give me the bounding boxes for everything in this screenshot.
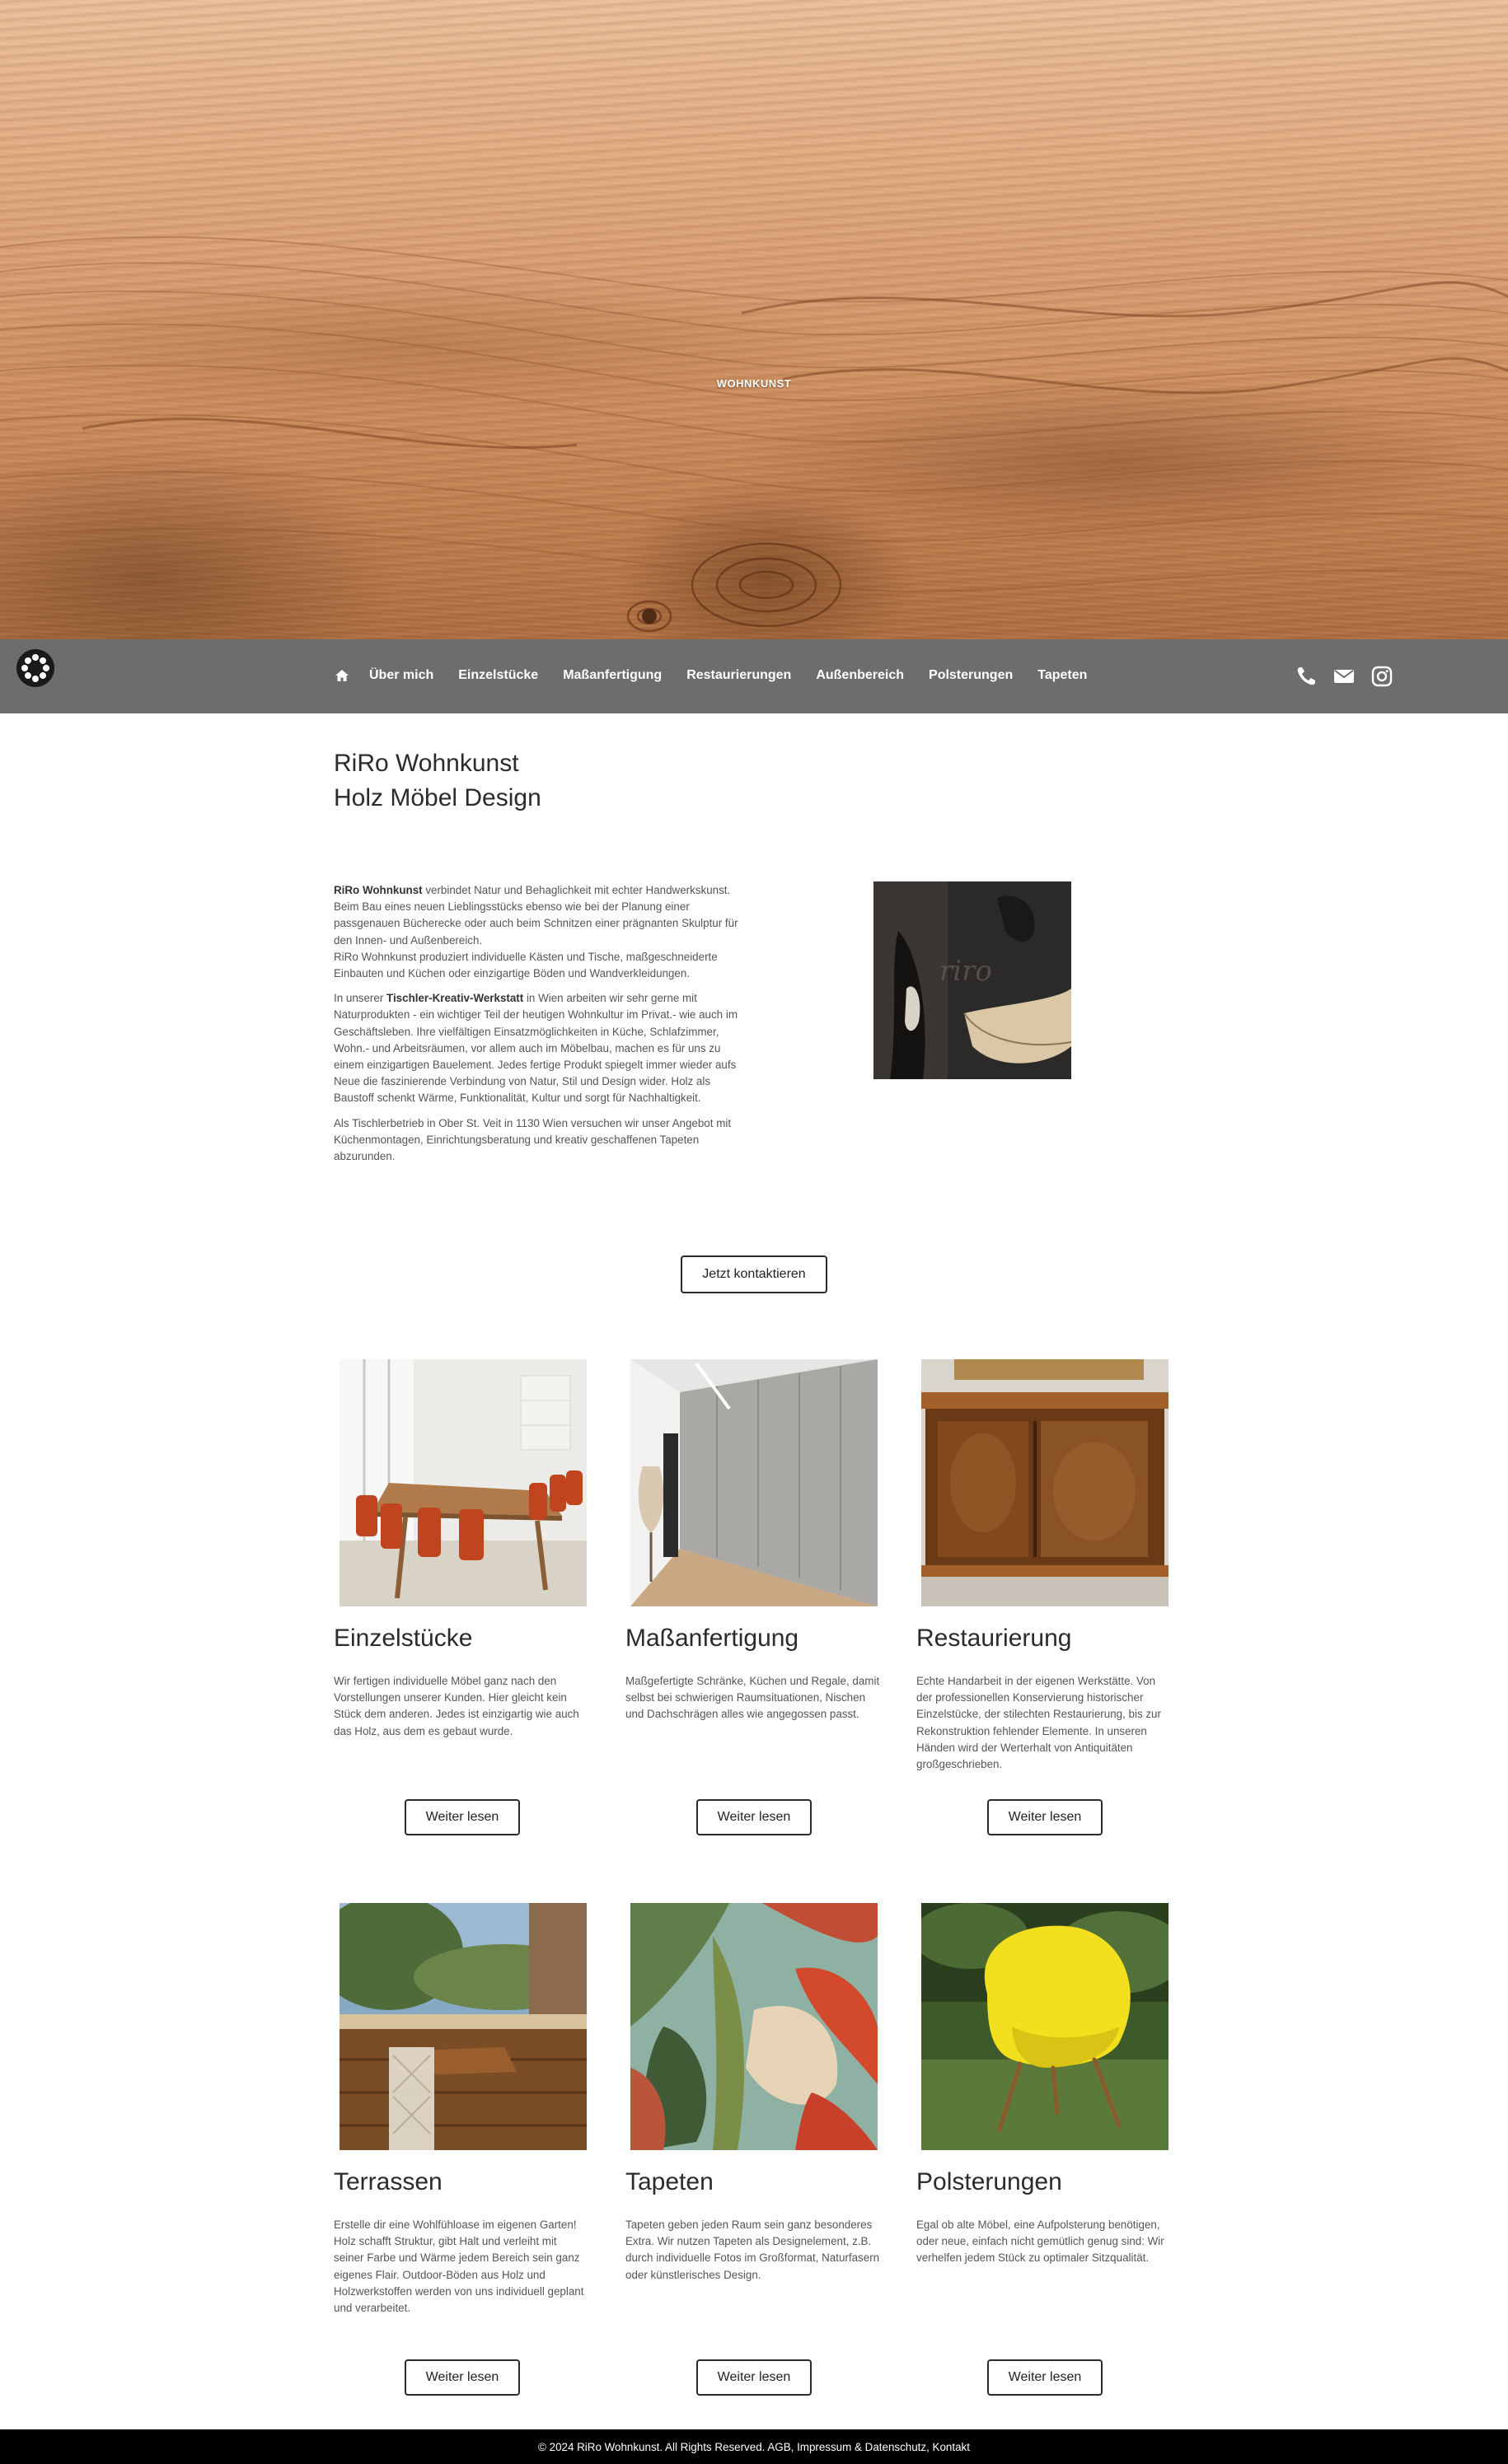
footer-text[interactable]: © 2024 RiRo Wohnkunst. All Rights Reserved. AGB, Impressum & Datenschutz, Kontakt <box>538 2440 970 2453</box>
main-navbar <box>0 639 1508 713</box>
intro-p2-start: In unserer <box>334 992 387 1005</box>
card-text-restaurierung: Echte Handarbeit in der eigenen Werkstätte. Von der professionellen Konservierung historischer Einzelstücke, der stilechten Restaurierung, bis zur Rekonstruktion fehlender Elemente. In unseren Händen wird der Werterhalt von Antiquitäten großgeschrieben. <box>916 1675 1161 1771</box>
nav-item-ueber-mich[interactable]: Über mich <box>369 668 434 682</box>
read-more-button-polsterungen[interactable]: Weiter lesen <box>987 2359 1103 2396</box>
card-title-terrassen: Terrassen <box>334 2168 443 2195</box>
svg-text:riro: riro <box>939 955 992 988</box>
card-text-polsterungen: Egal ob alte Möbel, eine Aufpolsterung benötigen, oder neue, einfach nicht gemütlich genug sind: Wir verhelfen jedem Stück zu optimaler Sitzqualität. <box>916 2219 1164 2265</box>
home-icon[interactable] <box>333 666 351 685</box>
mail-icon[interactable] <box>1332 664 1356 689</box>
intro-p2-text: in Wien arbeiten wir sehr gerne mit Naturprodukten - ein wichtiger Teil der heutigen Wohnkultur im Privat.- wie auch im Geschäftsleben. Ihre vielfältigen Einsatzmöglichkeiten in Küche, Schlafzimmer, Wohn.- und Arbeitsräumen, vor allem auch im Möbelbau, machen es für uns zu einem einzigartigen Bauelement. Jedes fertige Produkt spiegelt immer wieder aufs Neue die faszinierende Verbindung von Natur, Stil und Design wider. Holz als Baustoff schenkt Wärme, Funktionalität, Kultur und sorgt für Nachhaltigkeit. <box>334 992 738 1105</box>
wood-texture-image <box>0 0 1508 639</box>
nav-item-restaurierungen[interactable]: Restaurierungen <box>686 668 792 682</box>
card-image-polsterungen[interactable] <box>921 1903 1168 2150</box>
read-more-button-einzelstuecke[interactable]: Weiter lesen <box>405 1799 520 1835</box>
nav-item-einzelstuecke[interactable]: Einzelstücke <box>458 668 539 682</box>
intro-p1-text: verbindet Natur und Behaglichkeit mit echter Handwerkskunst. Beim Bau eines neuen Lieblingsstücks ebenso wie bei der Planung einer passgenauen Bücherecke oder auch beim Schnitzen einer prägnanten Skulptur für den Innen- und Außenbereich. <box>334 884 738 947</box>
headline-line-2: Holz Möbel Design <box>334 784 541 811</box>
page-headline <box>334 746 828 816</box>
card-text-einzelstuecke: Wir fertigen individuelle Möbel ganz nach den Vorstellungen unserer Kunden. Hier gleicht kein Stück dem anderen. Jedes ist einzigartig wie auch das Holz, aus dem es gebaut wurde. <box>334 1675 579 1737</box>
card-title-polsterungen: Polsterungen <box>916 2168 1062 2195</box>
hero-title: WOHNKUNST <box>716 377 792 390</box>
card-image-tapeten[interactable] <box>630 1903 878 2150</box>
card-text-terrassen: Erstelle dir eine Wohlfühloase im eigenen Garten! Holz schafft Struktur, gibt Halt und verleiht mit seiner Farbe und Wärme jedem Bereich sein ganz eigenes Flair. Outdoor-Böden aus Holz und Holzwerkstoffen werden von uns individuell geplant und verarbeitet. <box>334 2219 584 2315</box>
intro-paragraph-1 <box>334 882 746 982</box>
card-text-tapeten: Tapeten geben jeden Raum sein ganz besonderes Extra. Wir nutzen Tapeten als Designelement, z.B. durch individuelle Fotos im Großformat, Naturfasern oder künstlerisches Design. <box>625 2219 880 2281</box>
headline-line-1: RiRo Wohnkunst <box>334 750 519 777</box>
read-more-button-massanfertigung[interactable]: Weiter lesen <box>696 1799 812 1835</box>
intro-brand-bold: RiRo Wohnkunst <box>334 884 423 896</box>
card-image-massanfertigung[interactable] <box>630 1359 878 1606</box>
hero-banner <box>0 0 1508 639</box>
nav-item-polsterungen[interactable]: Polsterungen <box>929 668 1014 682</box>
card-image-restaurierung[interactable] <box>921 1359 1168 1606</box>
footer <box>0 2429 1508 2464</box>
card-title-restaurierung: Restaurierung <box>916 1625 1072 1652</box>
instagram-icon[interactable] <box>1370 664 1394 689</box>
card-title-einzelstuecke: Einzelstücke <box>334 1625 473 1652</box>
read-more-button-tapeten[interactable]: Weiter lesen <box>696 2359 812 2396</box>
intro-paragraph-2 <box>334 990 746 1106</box>
read-more-button-restaurierung[interactable]: Weiter lesen <box>987 1799 1103 1835</box>
read-more-button-terrassen[interactable]: Weiter lesen <box>405 2359 520 2396</box>
nav-item-aussenbereich[interactable]: Außenbereich <box>816 668 905 682</box>
intro-paragraph-3: Als Tischlerbetrieb in Ober St. Veit in 1130 Wien versuchen wir unser Angebot mit Küchenmontagen, Einrichtungsberatung und kreativ geschaffenen Tapeten abzurunden. <box>334 1116 732 1163</box>
intro-p1-second: RiRo Wohnkunst produziert individuelle Kästen und Tische, maßgeschneiderte Einbauten und Küchen oder einzigartige Böden und Wandverkleidungen. <box>334 950 718 980</box>
intro-workshop-bold: Tischler-Kreativ-Werkstatt <box>386 992 524 1005</box>
card-title-massanfertigung: Maßanfertigung <box>625 1625 799 1652</box>
contact-button[interactable]: Jetzt kontaktieren <box>681 1255 827 1293</box>
contact-icons <box>1294 662 1407 690</box>
intro-text <box>334 882 746 1173</box>
card-text-massanfertigung: Maßgefertigte Schränke, Küchen und Regale, damit selbst bei schwierigen Raumsituationen, Nischen und Dachschrägen alles wie angegossen passt. <box>625 1675 880 1721</box>
nav-item-massanfertigung[interactable]: Maßanfertigung <box>563 668 663 682</box>
intro-image <box>873 881 1071 1079</box>
nav-menu <box>333 666 1112 685</box>
card-image-terrassen[interactable] <box>340 1903 587 2150</box>
nav-item-tapeten[interactable]: Tapeten <box>1037 668 1088 682</box>
card-title-tapeten: Tapeten <box>625 2168 714 2195</box>
card-image-einzelstuecke[interactable] <box>340 1359 587 1606</box>
logo-icon[interactable] <box>15 648 56 689</box>
phone-icon[interactable] <box>1294 664 1318 689</box>
